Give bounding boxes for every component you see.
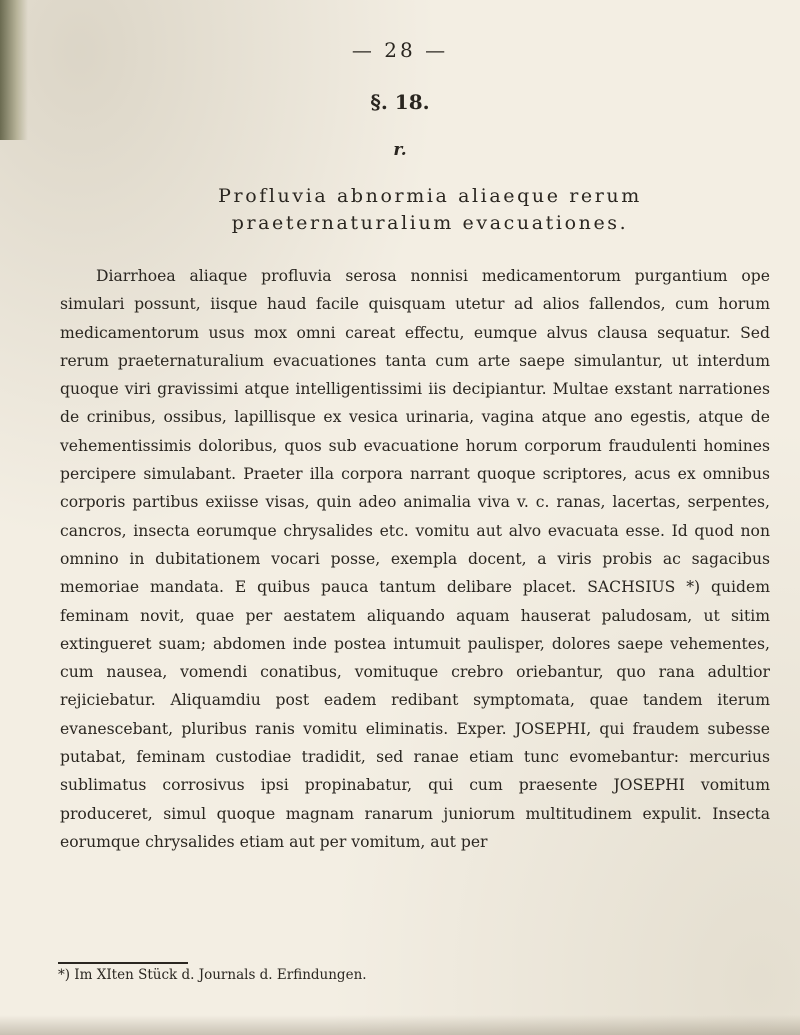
section-number: §. 18. <box>370 90 430 114</box>
page-number: — 28 — <box>351 38 449 62</box>
page-binding-edge <box>0 0 28 140</box>
subsection-letter: r. <box>393 140 407 160</box>
footnote-divider <box>58 962 188 964</box>
section-title: Profluvia abnormia aliaeque rerum praeternaturalium evacuationes. <box>218 185 642 234</box>
footnote: *) Im XIten Stück d. Journals d. Erfindungen. <box>58 967 367 983</box>
page-bottom-shadow <box>0 1015 800 1035</box>
body-paragraph: Diarrhoea aliaque profluvia serosa nonnisi medicamentorum purgantium ope simulari possunt, iisque haud facile quisquam utetur ad alios fallendos, cum horum medicamentorum usus mox omni careat effectu, eumque alvus clausa sequatur. Sed rerum praeternaturalium evacuationes tanta cum arte saepe simulantur, ut interdum quoque viri gravissimi atque intelligentissimi iis decipiantur. Multae exstant narrationes de crinibus, ossibus, lapillisque ex vesica urinaria, vagina atque ano egestis, atque de vehementissimis doloribus, quos sub evacuatione horum corporum fraudulenti homines percipere simulabant. Praeter illa corpora narrant quoque scriptores, acus ex omnibus corporis partibus exiisse visas, quin adeo animalia viva v. c. ranas, lacertas, serpentes, cancros, insecta eorumque chrysalides etc. vomitu aut alvo evacuata esse. Id quod non omnino in dubitationem vocari posse, exempla docent, a viris probis ac sagacibus memoriae mandata. E quibus pauca tantum delibare placet. SACHSIUS *) quidem feminam novit, quae per aestatem aliquando aquam hauserat paludosam, ut sitim extingueret suam; abdomen inde postea intumuit paulisper, dolores saepe vehementes, cum nausea, vomendi conatibus, vomituque crebro oriebantur, quo rana adultior rejiciebatur. Aliquamdiu post eadem redibant symptomata, quae tandem iterum evanescebant, pluribus ranis vomitu eliminatis. Exper. JOSEPHI, qui fraudem subesse putabat, feminam custodiae tradidit, sed ranae etiam tunc evomebantur: mercurius sublimatus corrosivus ipsi propinabatur, qui cum praesente JOSEPHI vomitum produceret, simul quoque magnam ranarum juniorum multitudinem expulit. Insecta eorumque chrysalides etiam aut per vomitum, aut per <box>60 267 770 851</box>
